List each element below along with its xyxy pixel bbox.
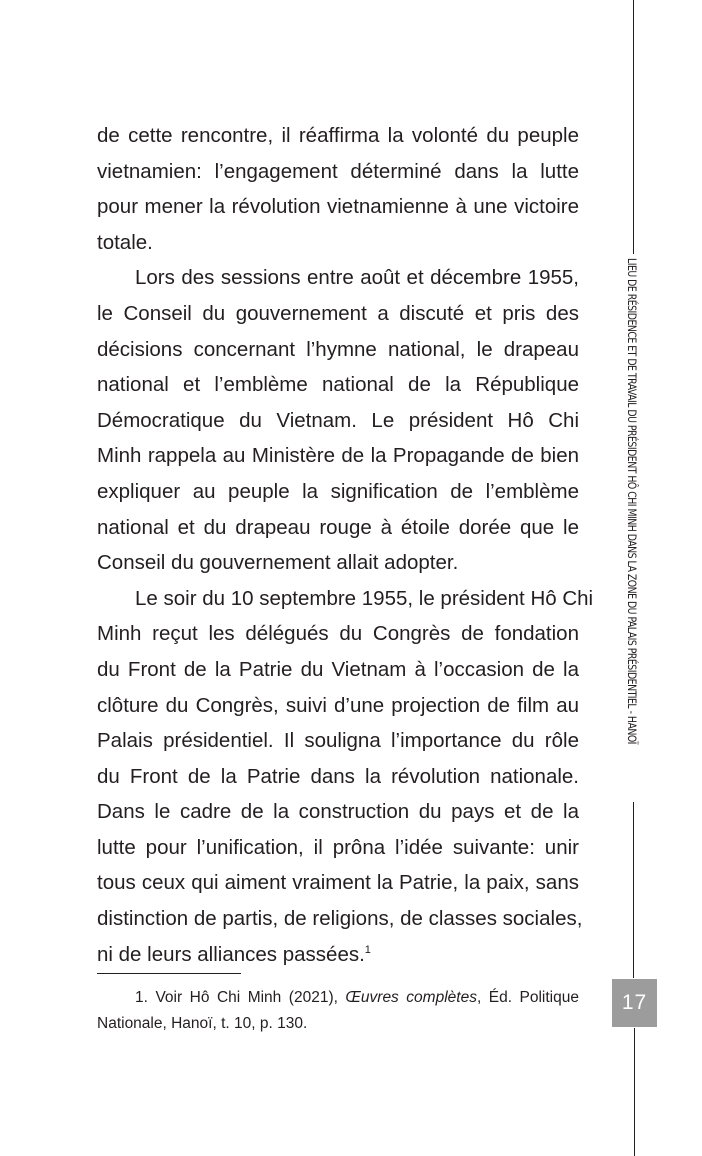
text-line: Le soir du 10 septembre 1955, le président Hô Chi (135, 586, 594, 610)
footnote-line-1 (97, 985, 579, 1011)
text-line: national et du drapeau rouge à étoile dorée que le (97, 515, 579, 539)
text-line: distinction de partis, de religions, de classes sociales, (97, 907, 583, 931)
text-line: Démocratique du Vietnam. Le président Hô Chi (97, 408, 579, 432)
paragraph-1 (97, 118, 579, 260)
margin-rule-top (633, 0, 634, 254)
text-line: lutte pour l’unification, il prôna l’idée suivante: unir (97, 835, 579, 859)
footnote-number: 1. (135, 989, 148, 1006)
margin-rule-middle (633, 802, 634, 978)
text-line: Lors des sessions entre août et décembre 1955, (135, 266, 579, 290)
text-line: totale. (97, 230, 153, 254)
page-number-box (612, 979, 657, 1027)
footnote-line-2: Nationale, Hanoï, t. 10, p. 130. (97, 1015, 308, 1032)
text-line: vietnamien: l’engagement déterminé dans la lutte (97, 159, 579, 183)
running-header-text: LIEU DE RÉSIDENCE ET DE TRAVAIL DU PRÉSIDENT HÔ CHI MINH DANS LA ZONE DU PALAIS PRÉSIDENTIEL - HANOÏ (625, 258, 638, 744)
text-line: du Front de la Patrie dans la révolution nationale. (97, 764, 579, 788)
paragraph-2 (97, 260, 579, 580)
text-line: Dans le cadre de la construction du pays et de la (97, 800, 579, 824)
paragraph-3 (97, 581, 594, 973)
text-line: expliquer au peuple la signification de l’emblème (97, 479, 579, 503)
footnote-reference[interactable]: 1 (364, 943, 371, 956)
text-line: le Conseil du gouvernement a discuté et pris des (97, 301, 579, 325)
footnote-text-after: , Éd. Politique (476, 989, 579, 1006)
text-line: clôture du Congrès, suivi d’une projection de film au (97, 693, 579, 717)
text-line: du Front de la Patrie du Vietnam à l’occasion de la (97, 657, 579, 681)
footnote-title: Œuvres complètes (345, 989, 477, 1006)
text-line: national et l’emblème national de la République (97, 373, 579, 397)
text-line: tous ceux qui aiment vraiment la Patrie, la paix, sans (97, 871, 579, 895)
text-line: Conseil du gouvernement allait adopter. (97, 551, 459, 575)
text-line: décisions concernant l’hymne national, le drapeau (97, 337, 579, 361)
text-line: Minh rappela au Ministère de la Propagande de bien (97, 444, 579, 468)
footnote-separator (97, 973, 241, 974)
body-text (97, 118, 594, 972)
text-line: de cette rencontre, il réaffirma la volonté du peuple (97, 124, 579, 147)
page-number: 17 (621, 991, 648, 1014)
margin-rule-bottom (634, 1028, 635, 1156)
footnote-text: Voir Hô Chi Minh (2021), (155, 989, 346, 1006)
text-line: Minh reçut les délégués du Congrès de fondation (97, 622, 579, 646)
text-line-final-content: ni de leurs alliances passées. (97, 942, 365, 966)
text-line: Palais présidentiel. Il souligna l’importance du rôle (97, 729, 579, 753)
text-line-final (97, 937, 579, 973)
footnote (97, 985, 579, 1037)
text-line: pour mener la révolution vietnamienne à une victoire (97, 195, 579, 219)
